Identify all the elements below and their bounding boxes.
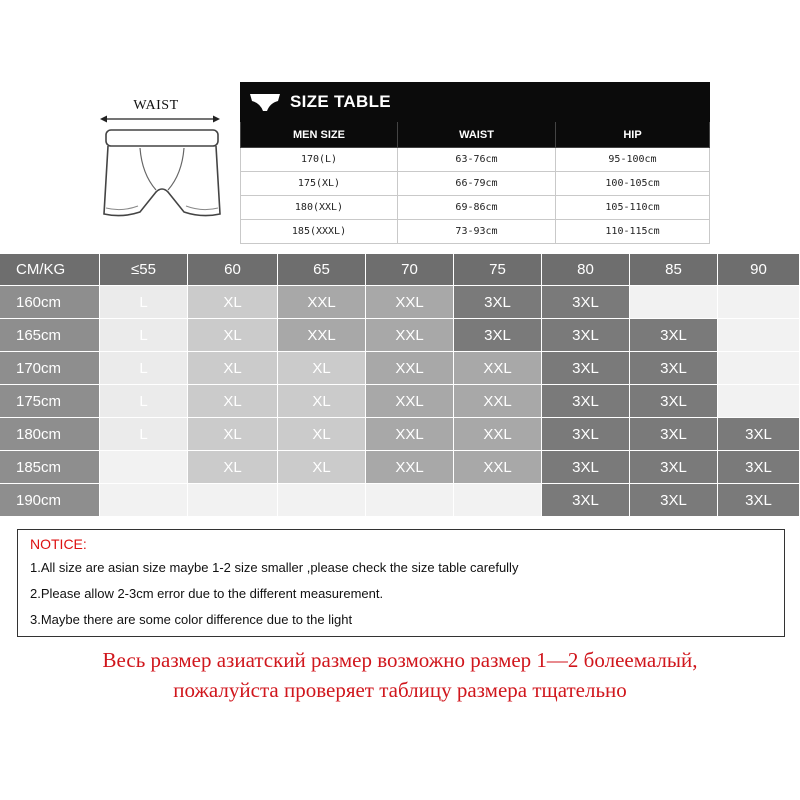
size-cell: 3XL [630,319,718,351]
size-cell: XXL [454,385,542,417]
size-cell [366,484,454,516]
size-cell [100,484,188,516]
grid-row [0,319,800,352]
waist-label: WAIST [133,98,179,113]
size-cell: L [100,319,188,351]
height-row-label: 185cm [0,451,100,483]
size-table-row [240,220,710,244]
grid-row [0,484,800,517]
size-table-grid [240,122,710,244]
grid-corner-label: CM/KG [0,254,100,285]
weight-header-cell: 85 [630,254,718,285]
height-row-label: 175cm [0,385,100,417]
size-cell [718,352,800,384]
grid-row [0,286,800,319]
height-row-label: 170cm [0,352,100,384]
height-row-label: 180cm [0,418,100,450]
grid-row [0,385,800,418]
size-cell: 3XL [718,418,800,450]
briefs-icon [248,91,282,113]
size-cell: XL [188,451,278,483]
size-cell: L [100,385,188,417]
size-table-row [240,172,710,196]
size-cell: XXL [454,352,542,384]
size-cell: 3XL [630,385,718,417]
size-cell: 3XL [630,352,718,384]
col-hip: HIP [556,122,710,148]
size-cell: 3XL [542,451,630,483]
notice-line-2: 2.Please allow 2-3cm error due to the different measurement. [30,586,384,601]
russian-notice-line-1: Весь размер азиатский размер возможно размер 1—2 болеемалый, [102,648,698,672]
grid-row [0,418,800,451]
size-cell: XL [278,418,366,450]
size-cell: XXL [366,418,454,450]
grid-row [0,451,800,484]
men-size-cell: 175(XL) [240,172,398,196]
size-cell: XL [278,385,366,417]
notice-box [17,529,785,637]
notice-line-1: 1.All size are asian size maybe 1-2 size smaller ,please check the size table carefully [30,560,519,575]
size-cell: XL [188,286,278,318]
size-cell [454,484,542,516]
waist-cell: 63-76cm [398,148,556,172]
weight-header-cell: 80 [542,254,630,285]
size-cell: 3XL [542,286,630,318]
hip-cell: 105-110cm [556,196,710,220]
size-cell [630,286,718,318]
size-cell: 3XL [454,286,542,318]
size-cell: 3XL [542,385,630,417]
size-cell: XXL [366,385,454,417]
weight-header-cell: ≤55 [100,254,188,285]
waist-arrow [100,114,220,124]
col-waist: WAIST [398,122,556,148]
size-table-row [240,148,710,172]
size-cell [718,319,800,351]
size-cell [100,451,188,483]
notice-title: NOTICE: [30,536,87,552]
waist-cell: 66-79cm [398,172,556,196]
size-cell: 3XL [542,484,630,516]
size-cell: XXL [366,352,454,384]
notice-line-3: 3.Maybe there are some color difference due to the light [30,612,353,627]
size-cell: 3XL [542,418,630,450]
size-cell [718,385,800,417]
men-size-cell: 170(L) [240,148,398,172]
size-cell: 3XL [542,352,630,384]
height-row-label: 160cm [0,286,100,318]
grid-row [0,352,800,385]
size-cell: XXL [454,451,542,483]
size-cell [278,484,366,516]
size-cell: 3XL [630,451,718,483]
weight-header-cell: 90 [718,254,800,285]
weight-header-cell: 65 [278,254,366,285]
waist-cell: 69-86cm [398,196,556,220]
size-cell: XL [278,352,366,384]
height-weight-grid [0,254,800,517]
size-cell [188,484,278,516]
size-cell: XXL [278,286,366,318]
size-table-head-row [240,122,710,148]
size-table-header [240,82,710,122]
size-cell: 3XL [630,418,718,450]
size-cell: L [100,286,188,318]
size-cell: 3XL [630,484,718,516]
size-cell: XXL [366,451,454,483]
waist-cell: 73-93cm [398,220,556,244]
boxer-brief-icon [100,126,224,226]
men-size-cell: 185(XXXL) [240,220,398,244]
size-cell: XXL [278,319,366,351]
hip-cell: 95-100cm [556,148,710,172]
grid-header-row [0,254,800,286]
size-table-row [240,196,710,220]
size-cell: L [100,352,188,384]
size-cell [718,286,800,318]
size-cell: XL [188,385,278,417]
hip-cell: 110-115cm [556,220,710,244]
size-cell: XXL [454,418,542,450]
men-size-cell: 180(XXL) [240,196,398,220]
size-cell: XL [188,319,278,351]
weight-header-cell: 60 [188,254,278,285]
size-cell: 3XL [542,319,630,351]
size-cell: XL [188,352,278,384]
size-table-title: SIZE TABLE [290,92,391,111]
size-cell: XL [188,418,278,450]
height-row-label: 190cm [0,484,100,516]
size-cell: L [100,418,188,450]
size-cell: XL [278,451,366,483]
size-cell: XXL [366,319,454,351]
size-table [240,82,710,244]
weight-header-cell: 70 [366,254,454,285]
size-cell: 3XL [718,451,800,483]
weight-header-cell: 75 [454,254,542,285]
hip-cell: 100-105cm [556,172,710,196]
size-cell: 3XL [718,484,800,516]
col-men-size: MEN SIZE [240,122,398,148]
underwear-illustration [96,92,236,242]
russian-notice-line-2: пожалуйста проверяет таблицу размера тщательно [173,678,627,702]
size-cell: XXL [366,286,454,318]
height-row-label: 165cm [0,319,100,351]
size-cell: 3XL [454,319,542,351]
